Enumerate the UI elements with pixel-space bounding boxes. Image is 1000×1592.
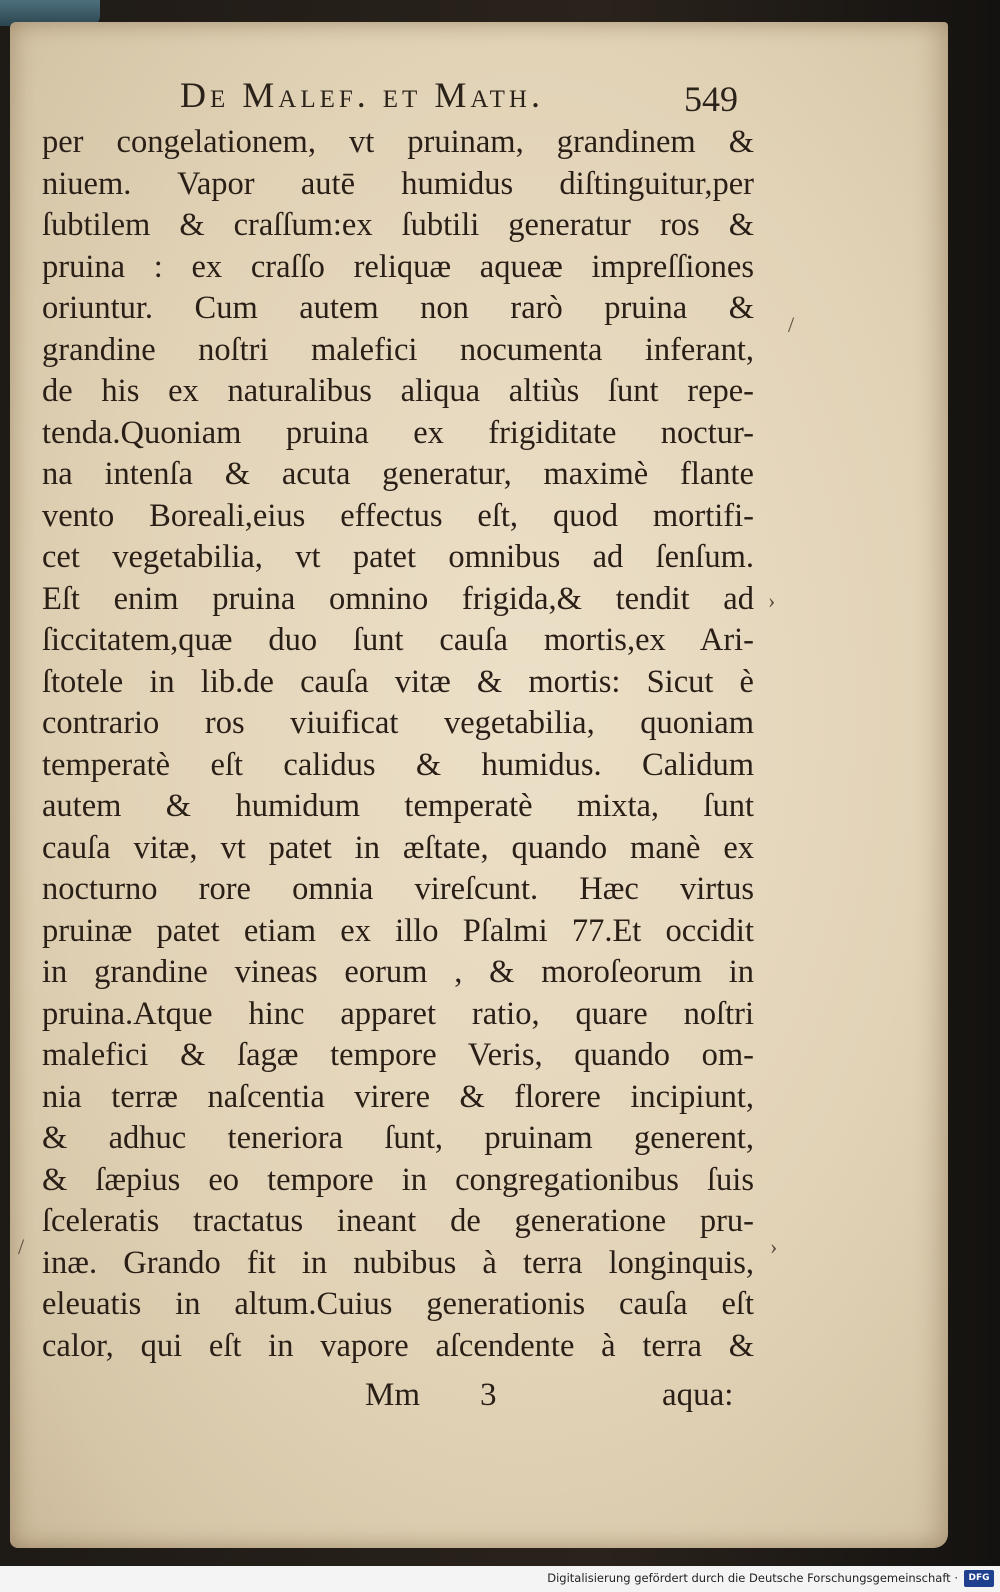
text-line: cauſa vitæ, vt patet in æſtate, quando manè ex: [42, 829, 754, 866]
text-line: per congelationem, vt pruinam, grandinem &: [42, 124, 754, 160]
funding-credit: Digitalisierung gefördert durch die Deutsche Forschungsgemeinschaft ·: [547, 1571, 958, 1585]
credit-bar: [0, 1566, 1000, 1592]
signature-mark: Mm: [365, 1377, 421, 1413]
text-line: eleuatis in altum.Cuius generationis cauſa eſt: [42, 1286, 754, 1322]
text-line: oriuntur. Cum autem non rarò pruina &: [42, 290, 754, 326]
text-line: pruinæ patet etiam ex illo Pſalmi 77.Et occidit: [42, 912, 754, 949]
book-page: [10, 22, 948, 1548]
text-line: na intenſa & acuta generatur, maximè flante: [42, 456, 754, 492]
text-line: pruina : ex craſſo reliquæ aqueæ impreſſiones: [42, 248, 754, 285]
catchword: aqua:: [662, 1377, 734, 1413]
dfg-logo-icon: DFG: [964, 1570, 994, 1587]
margin-stroke: /: [18, 1234, 25, 1259]
page-header: [10, 74, 948, 120]
text-line: vento Boreali,eius effectus eſt, quod mortifi-: [42, 497, 754, 534]
text-line: & ſæpius eo tempore in congregationibus ſuis: [42, 1161, 754, 1198]
text-line: calor, qui eſt in vapore aſcendente à terra &: [42, 1327, 754, 1364]
text-line: nocturno rore omnia vireſcunt. Hæc virtus: [42, 871, 754, 907]
body-text: [42, 122, 754, 1367]
text-line: ſubtilem & craſſum:ex ſubtili generatur ros &: [42, 207, 754, 243]
page-footer: [10, 1377, 948, 1421]
page-number: 549: [684, 79, 738, 119]
margin-stroke: ›: [770, 1234, 778, 1259]
text-line: ſiccitatem,quæ duo ſunt cauſa mortis,ex Ari-: [42, 622, 754, 658]
text-line: Eſt enim pruina omnino frigida,& tendit ad: [42, 580, 754, 617]
text-line: nia terræ naſcentia virere & florere incipiunt,: [42, 1078, 754, 1115]
margin-stroke: /: [788, 312, 795, 337]
text-line: in grandine vineas eorum , & moroſeorum in: [42, 954, 754, 990]
margin-stroke: ›: [768, 588, 776, 613]
text-line: contrario ros viuificat vegetabilia, quoniam: [42, 705, 754, 741]
signature-number: 3: [480, 1377, 497, 1413]
text-line: grandine noſtri malefici nocumenta inferant,: [42, 331, 754, 368]
text-line: autem & humidum temperatè mixta, ſunt: [42, 788, 754, 824]
text-line: ſceleratis tractatus ineant de generatione pru-: [42, 1203, 754, 1239]
text-line: pruina.Atque hinc apparet ratio, quare noſtri: [42, 995, 754, 1032]
text-line: niuem. Vapor autē humidus diſtinguitur,per: [42, 165, 754, 202]
text-line: cet vegetabilia, vt patet omnibus ad ſenſum.: [42, 539, 754, 575]
text-line: ſtotele in lib.de cauſa vitæ & mortis: Sicut è: [42, 663, 754, 700]
text-line: de his ex naturalibus aliqua altiùs ſunt repe-: [42, 373, 754, 409]
text-line: & adhuc teneriora ſunt, pruinam generent,: [42, 1120, 754, 1156]
text-line: malefici & ſagæ tempore Veris, quando om-: [42, 1037, 754, 1073]
text-line: temperatè eſt calidus & humidus. Calidum: [42, 746, 754, 783]
text-line: tenda.Quoniam pruina ex frigiditate noctur-: [42, 414, 754, 451]
running-head: De Malef. et Math.: [180, 75, 544, 115]
text-line: inæ. Grando fit in nubibus à terra longinquis,: [42, 1244, 754, 1281]
